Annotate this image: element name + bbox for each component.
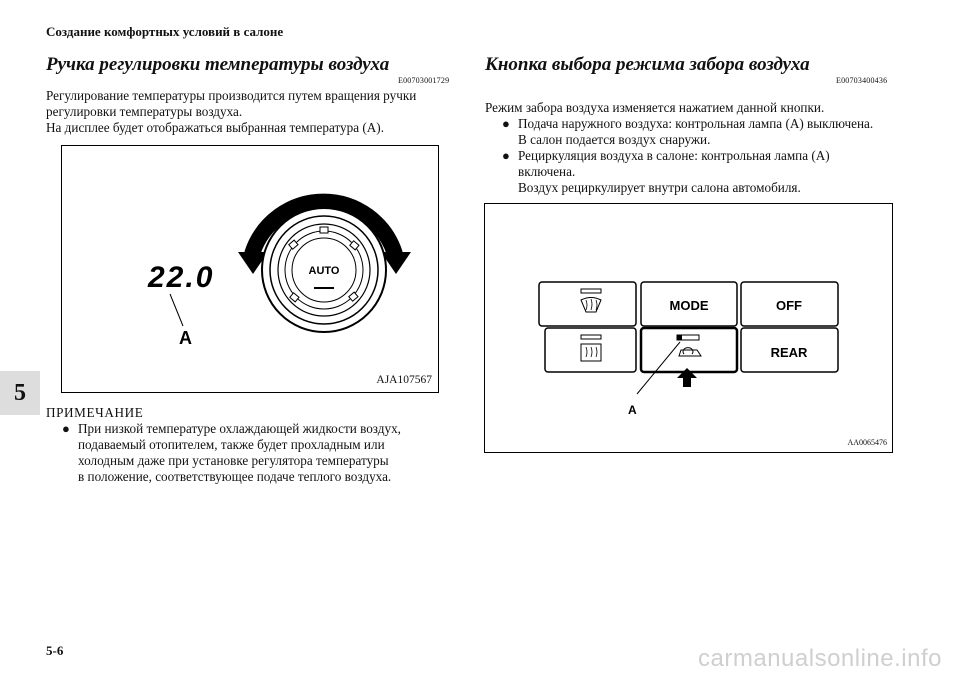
page-header: Создание комфортных условий в салоне	[46, 24, 284, 39]
figure-air-intake-buttons	[484, 203, 893, 453]
air-intake-body	[485, 100, 905, 196]
callout-a-label: A	[179, 328, 192, 348]
bullet-line: Воздух рециркулирует внутри салона автомобиля.	[518, 180, 801, 195]
section-body	[46, 88, 466, 136]
bullet-line: Рециркуляция воздуха в салоне: контрольная лампа (A)	[518, 148, 830, 163]
paragraph-line: регулировки температуры воздуха.	[46, 104, 243, 119]
recirculation-icon	[679, 350, 701, 356]
page-number: 5-6	[46, 643, 64, 658]
bullet-line: Подача наружного воздуха: контрольная лампа (A) выключена.	[518, 116, 874, 131]
section-heading-air-intake: Кнопка выбора режима забора воздуха	[485, 54, 810, 75]
off-label: OFF	[776, 298, 802, 313]
bullet-line: включена.	[518, 164, 576, 179]
note-title: ПРИМЕЧАНИЕ	[46, 405, 144, 420]
figure-caption: AA0065476	[847, 438, 887, 447]
note-body	[62, 421, 452, 485]
button-panel-illustration	[485, 204, 892, 452]
bullet-icon: ●	[502, 148, 510, 163]
chapter-tab: 5	[0, 371, 40, 415]
figure-caption: AJA107567	[376, 374, 432, 386]
rear-label: REAR	[770, 345, 808, 360]
callout-a-label: A	[628, 403, 637, 417]
knob-auto-label: AUTO	[308, 265, 340, 277]
note-line: в положение, соответствующее подаче теплого воздуха.	[78, 469, 392, 484]
section-code: E00703001729	[398, 76, 450, 85]
bullet-icon: ●	[62, 421, 70, 436]
mode-label: MODE	[669, 298, 709, 313]
note-line: подаваемый отопителем, также будет прохладным или	[78, 437, 385, 452]
temperature-display: 22.0	[148, 261, 215, 294]
figure-temperature-knob	[61, 145, 439, 393]
temperature-knob-illustration	[62, 146, 438, 392]
paragraph-line: Режим забора воздуха изменяется нажатием данной кнопки.	[485, 100, 825, 115]
note-line: При низкой температуре охлаждающей жидкости воздух,	[78, 421, 401, 436]
bullet-line: В салон подается воздух снаружи.	[518, 132, 711, 147]
bullet-icon: ●	[502, 116, 510, 131]
section-code: E00703400436	[836, 76, 888, 85]
watermark: carmanualsonline.info	[698, 645, 942, 672]
section-heading-temperature: Ручка регулировки температуры воздуха	[46, 54, 390, 75]
note-line: холодным даже при установке регулятора температуры	[78, 453, 389, 468]
paragraph-line: На дисплее будет отображаться выбранная температура (A).	[46, 120, 384, 135]
paragraph-line: Регулирование температуры производится путем вращения ручки	[46, 88, 417, 103]
